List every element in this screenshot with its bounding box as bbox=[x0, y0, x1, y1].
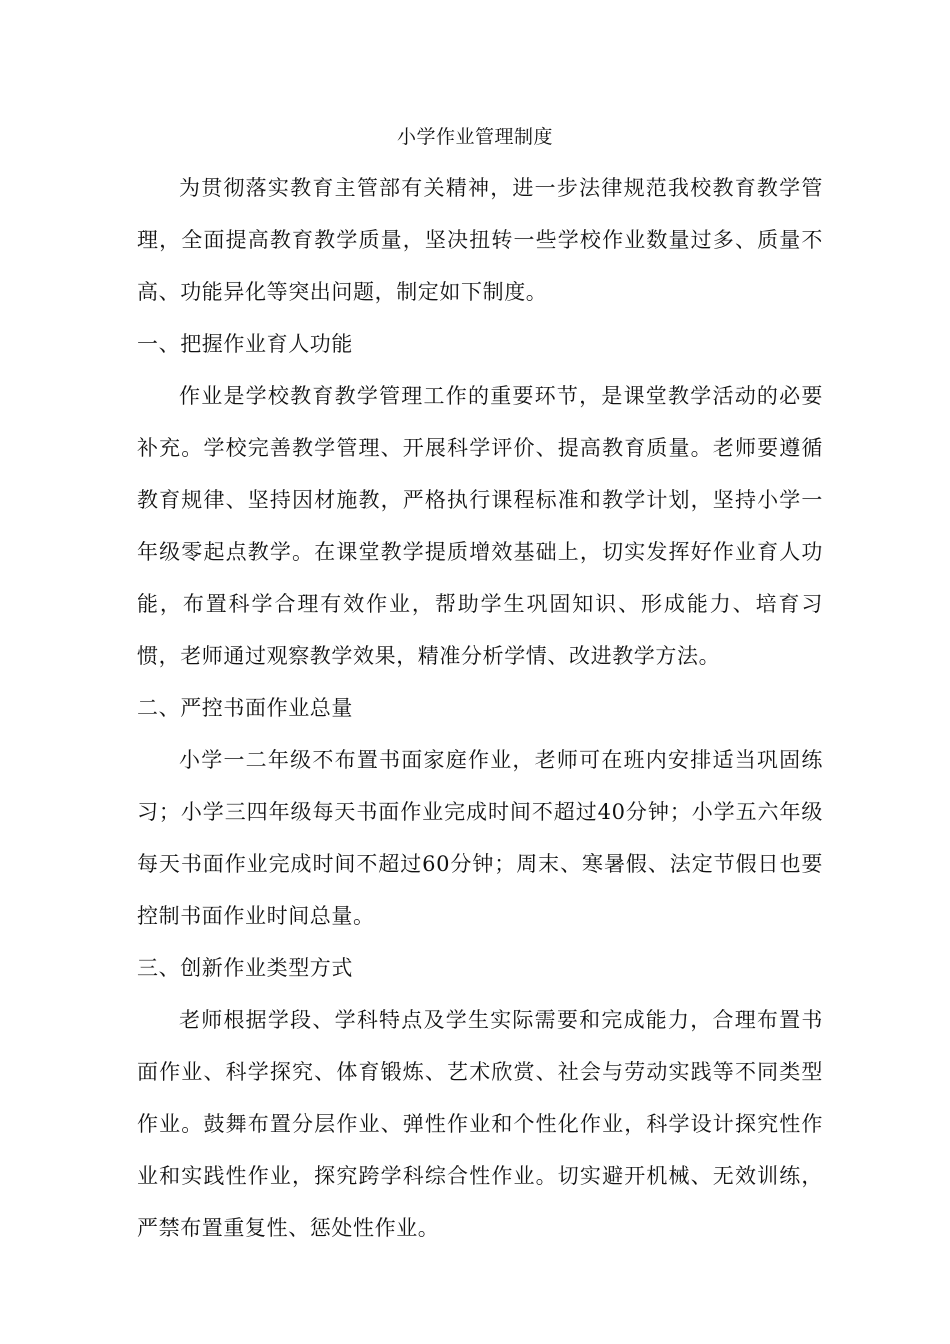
section-body-2: 小学一二年级不布置书面家庭作业，老师可在班内安排适当巩固练习；小学三四年级每天书面作业完成时间不超过40分钟；小学五六年级每天书面作业完成时间不超过60分钟；周末、寒暑假、法定节假日也要控制书面作业时间总量。 bbox=[137, 748, 823, 928]
section-heading-3: 三、创新作业类型方式 bbox=[137, 956, 353, 980]
section-body-3: 老师根据学段、学科特点及学生实际需要和完成能力，合理布置书面作业、科学探究、体育锻炼、艺术欣赏、社会与劳动实践等不同类型作业。鼓舞布置分层作业、弹性作业和个性化作业，科学设计探究性作业和实践性作业，探究跨学科综合性作业。切实避开机械、无效训练，严禁布置重复性、惩处性作业。 bbox=[137, 1008, 823, 1240]
document-title: 小学作业管理制度 bbox=[396, 126, 553, 148]
intro-paragraph: 为贯彻落实教育主管部有关精神，进一步法律规范我校教育教学管理，全面提高教育教学质量，坚决扭转一些学校作业数量过多、质量不高、功能异化等突出问题，制定如下制度。 bbox=[137, 176, 823, 304]
section-body-1: 作业是学校教育教学管理工作的重要环节，是课堂教学活动的必要补充。学校完善教学管理、开展科学评价、提高教育质量。老师要遵循教育规律、坚持因材施教，严格执行课程标准和教学计划，坚持小学一年级零起点教学。在课堂教学提质增效基础上，切实发挥好作业育人功能，布置科学合理有效作业，帮助学生巩固知识、形成能力、培育习惯，老师通过观察教学效果，精准分析学情、改进教学方法。 bbox=[137, 384, 823, 668]
section-heading-1: 一、把握作业育人功能 bbox=[137, 332, 353, 356]
section-heading-2: 二、严控书面作业总量 bbox=[137, 696, 353, 720]
document-body bbox=[137, 162, 823, 1254]
